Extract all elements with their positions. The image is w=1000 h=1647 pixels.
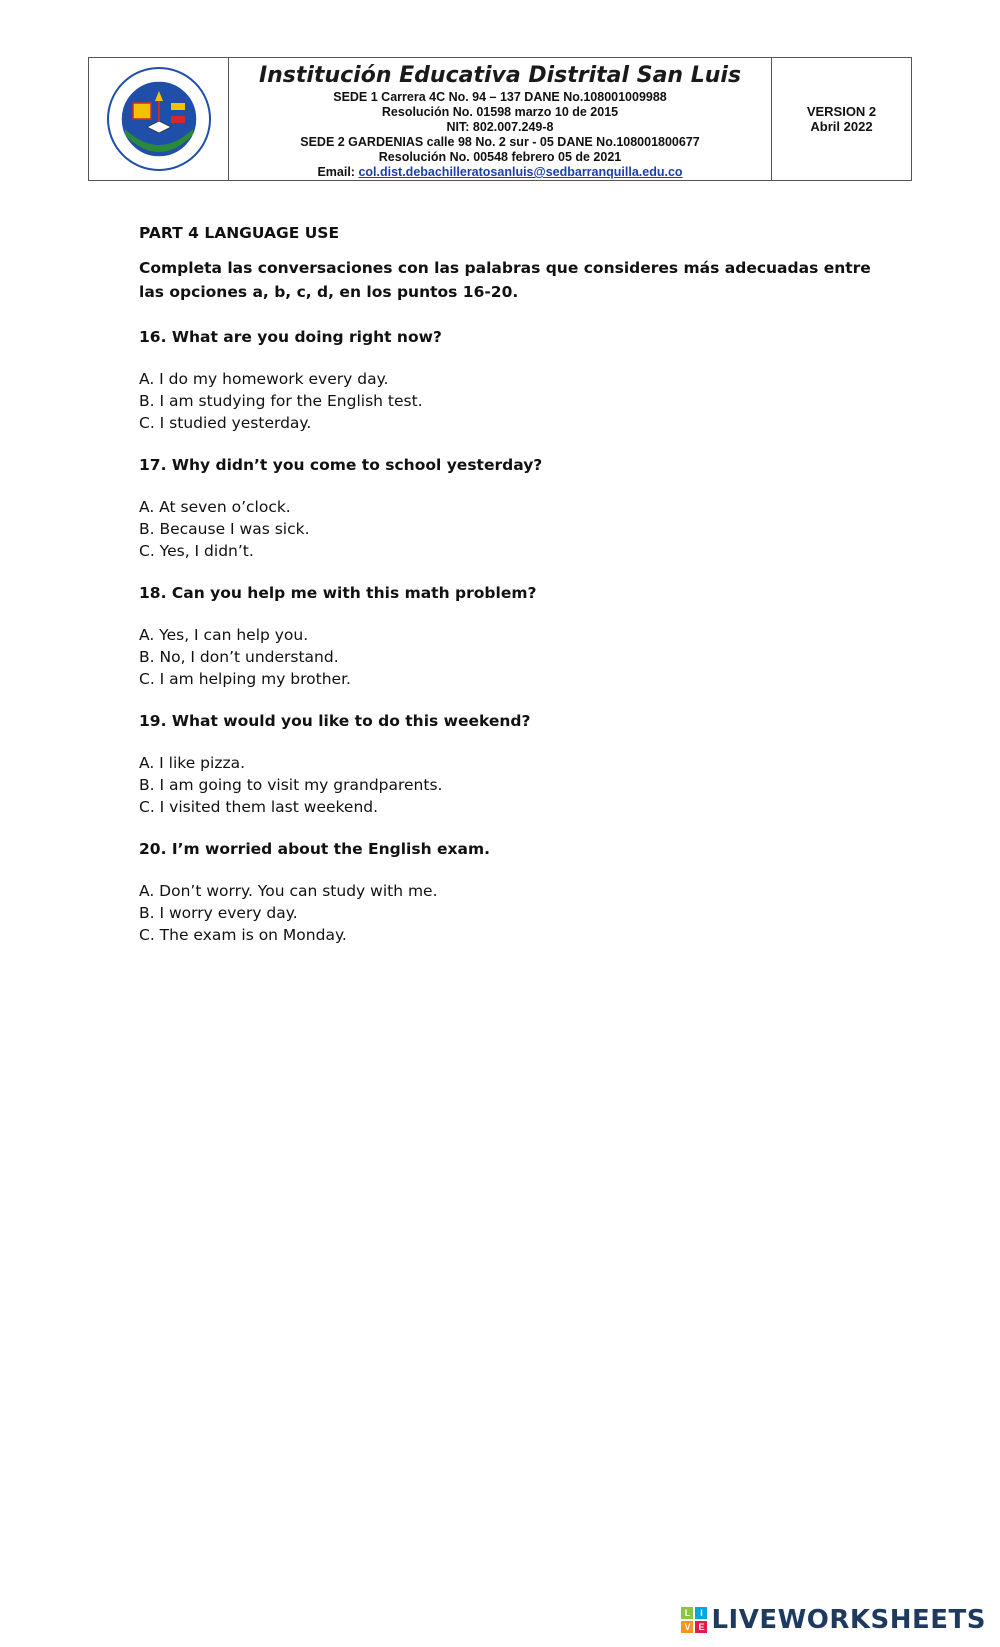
answer-option[interactable]: C. I visited them last weekend. [139,798,379,816]
institution-name: Institución Educativa Distrital San Luis [258,63,742,88]
email-label: Email: [317,165,355,179]
version-label: VERSION 2 [806,104,877,119]
header-line: SEDE 2 GARDENIAS calle 98 No. 2 sur - 05 DANE No.108001800677 [300,135,700,149]
school-seal-icon [105,65,213,173]
header-line: Resolución No. 01598 marzo 10 de 2015 [381,105,619,119]
institution-info [229,58,772,180]
header-table [88,57,912,181]
liveworksheets-brand [681,1605,986,1635]
answer-option[interactable]: B. Because I was sick. [139,520,310,538]
answer-option[interactable]: C. I am helping my brother. [139,670,351,688]
question-text: 16. What are you doing right now? [139,328,442,346]
brand-text: LIVEWORKSHEETS [711,1605,986,1635]
question-text: 17. Why didn’t you come to school yesterday? [139,456,543,474]
question-17 [139,456,879,562]
brand-icon-tile: L [681,1607,693,1619]
version-cell [772,58,911,180]
brand-icon-tile: I [695,1607,707,1619]
answer-option[interactable]: A. I do my homework every day. [139,370,389,388]
question-20 [139,840,879,946]
header-line: Resolución No. 00548 febrero 05 de 2021 [378,150,622,164]
question-16 [139,328,879,434]
header-line: SEDE 1 Carrera 4C No. 94 – 137 DANE No.108001009988 [333,90,667,104]
question-text: 20. I’m worried about the English exam. [139,840,491,858]
email-link[interactable]: col.dist.debachilleratosanluis@sedbarranquilla.edu.co [358,165,683,179]
worksheet-content [139,224,879,968]
answer-option[interactable]: B. I worry every day. [139,904,298,922]
part-title: PART 4 LANGUAGE USE [139,224,340,242]
question-text: 18. Can you help me with this math problem? [139,584,537,602]
answer-option[interactable]: B. No, I don’t understand. [139,648,339,666]
answer-option[interactable]: A. I like pizza. [139,754,246,772]
question-text: 19. What would you like to do this weekend? [139,712,531,730]
answer-option[interactable]: C. I studied yesterday. [139,414,312,432]
header-line: NIT: 802.007.249-8 [446,120,554,134]
liveworksheets-logo-icon [681,1607,707,1633]
answer-option[interactable]: C. The exam is on Monday. [139,926,347,944]
answer-option[interactable]: A. Don’t worry. You can study with me. [139,882,438,900]
brand-icon-tile: E [695,1621,707,1633]
email-line [229,165,771,180]
version-date: Abril 2022 [810,119,873,134]
question-18 [139,584,879,690]
logo-cell [89,58,229,180]
answer-option[interactable]: B. I am going to visit my grandparents. [139,776,443,794]
question-19 [139,712,879,818]
brand-icon-tile: V [681,1621,693,1633]
answer-option[interactable]: A. At seven o’clock. [139,498,291,516]
answer-option[interactable]: B. I am studying for the English test. [139,392,423,410]
answer-option[interactable]: C. Yes, I didn’t. [139,542,254,560]
instructions: Completa las conversaciones con las palabras que consideres más adecuadas entre las opciones a, b, c, d, en los puntos 16-20. [139,259,871,301]
answer-option[interactable]: A. Yes, I can help you. [139,626,309,644]
